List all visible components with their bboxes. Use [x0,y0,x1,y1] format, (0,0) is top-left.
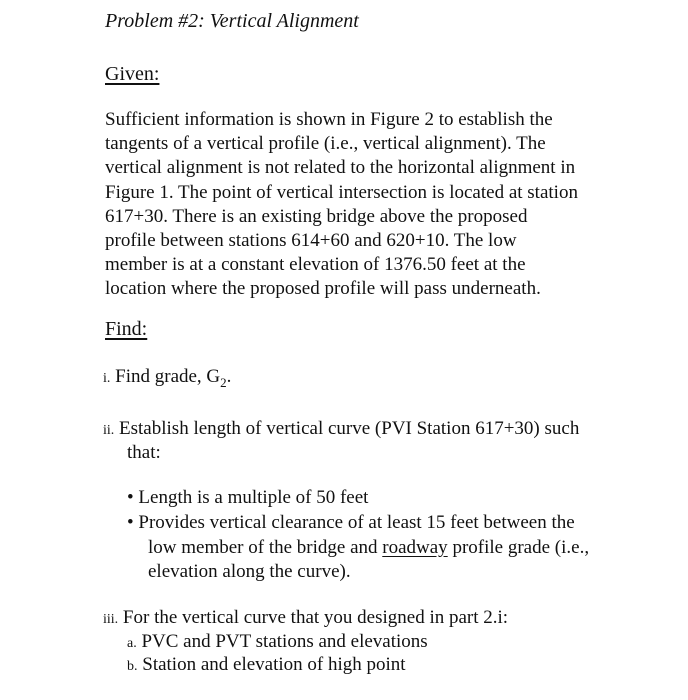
paragraph-line: member is at a constant elevation of 1376.50 feet at the [105,254,526,276]
find-item-ii [103,418,579,440]
item-suffix: . [226,366,232,387]
item-number: iii. [103,612,119,627]
item-number: ii. [103,423,115,438]
item-number: i. [103,371,111,386]
item-text: Find grade, G [115,366,221,387]
sub-item-text: PVC and PVT stations and elevations [141,631,428,652]
sub-item-number: a. [127,636,137,651]
find-heading: Find: [105,318,148,340]
find-item-iii [103,607,508,629]
bullet-item [127,512,575,534]
bullet-text: Provides vertical clearance of at least 15 feet between the [138,512,575,533]
sub-item-b [127,654,406,676]
underlined-word-roadway: roadway [382,537,448,558]
paragraph-line: vertical alignment is not related to the horizontal alignment in [105,157,576,179]
bullet-mark: • [127,487,134,508]
bullet-text-post: profile grade (i.e., [447,537,590,558]
find-item-i [103,366,231,391]
sub-item-number: b. [127,659,138,674]
bullet-item [127,487,368,509]
paragraph-line: 617+30. There is an existing bridge above the proposed [105,205,528,227]
bullet-mark: • [127,512,134,533]
paragraph-line: Figure 1. The point of vertical intersection is located at station [105,181,578,203]
item-text: For the vertical curve that you designed in part 2.i: [122,607,509,628]
find-item-ii-continuation: that: [127,442,161,463]
problem-title: Problem #2: Vertical Alignment [105,10,359,32]
paragraph-line: tangents of a vertical profile (i.e., vertical alignment). The [105,133,546,155]
grade-subscript: 2 [220,374,227,390]
sub-item-a [127,631,428,653]
paragraph-line: location where the proposed profile will pass underneath. [105,278,541,300]
item-text: Establish length of vertical curve (PVI Station 617+30) such [119,418,580,439]
bullet-text-pre: low member of the bridge and [148,537,383,558]
bullet-continuation: elevation along the curve). [148,561,351,582]
bullet-text: Length is a multiple of 50 feet [138,487,369,508]
given-paragraph [105,108,645,302]
given-heading: Given: [105,63,160,85]
paragraph-line: profile between stations 614+60 and 620+10. The low [105,230,517,252]
paragraph-line: Sufficient information is shown in Figure 2 to establish the [105,109,553,130]
sub-item-text: Station and elevation of high point [142,654,406,675]
bullet-continuation [148,537,589,559]
